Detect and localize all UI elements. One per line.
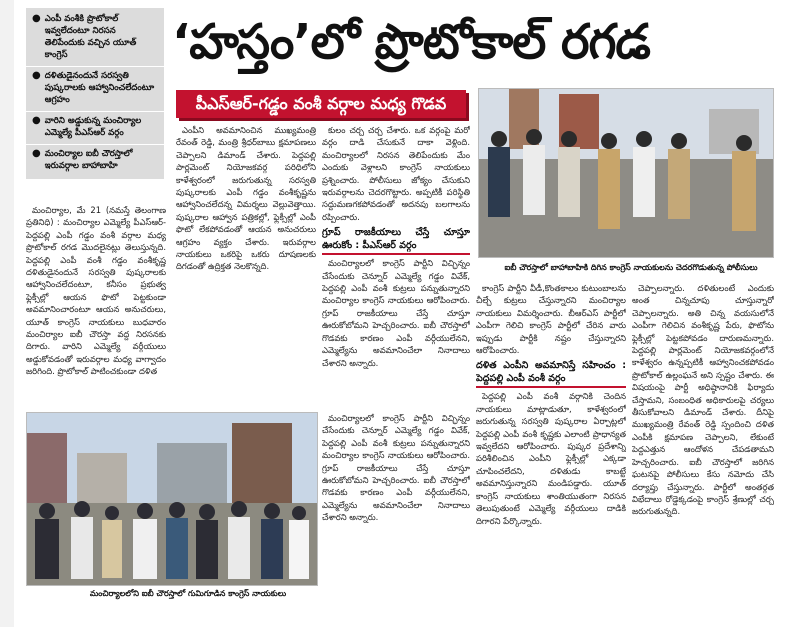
highlight-bullets-box	[26, 8, 164, 179]
section-heading: గ్రూప్ రాజకీయాలు చేస్తే చూస్తూ ఊరుకోం : పీఎస్ఆర్ వర్గం	[322, 226, 470, 255]
bullet-dot-icon: ●	[32, 115, 41, 126]
article-column-2	[176, 124, 316, 406]
subheadline-banner: పీఎస్ఆర్-గడ్డం వంశీ వర్గాల మధ్య గొడవ	[176, 90, 466, 118]
bullet-item	[26, 10, 164, 67]
bullet-dot-icon: ●	[32, 13, 41, 24]
paragraph: పెద్దపల్లి ఎంపీ వంశీ వర్గానికి చెందిన నాయకులు మాట్లాడుతూ, కాళేశ్వరంలో జరుగుతున్న సరస్వతి పుష్కరాల ఏర్పాట్లలో పెద్దపల్లి ఎంపీ వంశీ కృష్ణకు ఎలాంటి ప్రాధాన్యత ఇవ్వలేదని ఆరోపించారు. పుష్కర ప్రదేశాన్ని పరిశీలించిన ఎంపీని ఫ్లెక్సీల్లో ఎక్కడా చూపించలేదని, దళితుడు కాబట్టే అవమానిస్తున్నారని మండిపడ్డారు. యూత్ కాంగ్రెస్ నాయకులు శాంతియుతంగా నిరసన తెలుపుతుంటే ఎమ్మెల్యే వర్గీయులు దాడికి దిగారని పేర్కొన్నారు.	[476, 391, 626, 526]
paragraph: మంచిర్యాలలో కాంగ్రెస్ పార్టీని విచ్ఛిన్నం చేసేందుకు చెన్నూర్ ఎమ్మెల్యే గడ్డం వివేక్, పెద్దపల్లి ఎంపీ వంశీ కుట్రలు పన్నుతున్నారని మంచిర్యాల కాంగ్రెస్ నాయకులు ఆరోపించారు. గ్రూప్ రాజకీయాలు చేస్తే చూస్తూ ఊరుకోబోమని హెచ్చరించారు. ఐబీ చౌరస్తాలో గొడవకు కారణం ఎంపీ వర్గీయులేనని, ఎమ్మెల్యేను అవమానించేలా నినాదాలు చేశారని అన్నారు.	[322, 413, 470, 523]
photo-crowd-ib-chowrasta	[26, 412, 318, 586]
photo-caption: ఐబీ చౌరస్తాలో బాహాబాహికి దిగిన కాంగ్రెస్ నాయకులను చెదరగొడుతున్న పోలీసులు	[504, 263, 758, 272]
section-heading: దళిత ఎంపీని అవమానిస్తే సహించం : పెద్దపల్లి ఎంపీ వంశీ వర్గం	[476, 359, 626, 388]
paragraph: మంచిర్యాలలో కాంగ్రెస్ పార్టీని విచ్ఛిన్నం చేసేందుకు చెన్నూర్ ఎమ్మెల్యే గడ్డం వివేక్, పెద్దపల్లి ఎంపీ వంశీ కుట్రలు పన్నుతున్నారని మంచిర్యాల కాంగ్రెస్ నాయకులు ఆరోపించారు. గ్రూప్ రాజకీయాలు చేస్తే చూస్తూ ఊరుకోబోమని హెచ్చరించారు. ఐబీ చౌరస్తాలో గొడవకు కారణం ఎంపీ వర్గీయులేనని, ఎమ్మెల్యేను అవమానించేలా నినాదాలు చేశారని అన్నారు.	[322, 258, 470, 368]
bullet-dot-icon: ●	[32, 148, 41, 159]
police-photo-image	[479, 89, 773, 257]
bullet-item	[26, 112, 164, 145]
bullet-dot-icon: ●	[32, 70, 41, 81]
paragraph: ఎంపీని అవమానించిన ముఖ్యమంత్రి రేవంత్ రెడ్డి, మంత్రి శ్రీధర్‌బాబు క్షమాపణలు చెప్పాలని డిమాండ్ చేశారు. పెద్దపల్లి పార్లమెంట్ నియోజకవర్గ పరిధిలోని కాళేశ్వరంలో జరుగుతున్న సరస్వతి పుష్కరాలకు ఎంపీ గడ్డం వంశీకృష్ణను ఆహ్వానించలేదన్న విమర్శలు వెల్లువెత్తాయి. పుష్కరాల ఆహ్వాన పత్రికల్లో, ఫ్లెక్సీల్లో ఎంపీ ఫొటో లేకపోవడంతో ఆయన అనుచరులు ఆగ్రహం వ్యక్తం చేశారు. ఇరువర్గాల నాయకులు ఒకరిపై ఒకరు దూషణలకు దిగడంతో ఉద్రిక్తత నెలకొన్నది.	[176, 125, 316, 272]
photo-police-dispersing	[478, 88, 774, 258]
adjacent-page-edge	[0, 0, 14, 627]
paragraph: కులం చర్చ చర్చ చేశారు. ఒక వర్గంపై మరో వర్గం దాడి చేసుకునే దాకా వెళ్లింది. మంచిర్యాలలో నిరసన తెలిపేందుకు మేం ఎందుకు వెళ్లాలని కాంగ్రెస్ నాయకులు ప్రశ్నించారు. పోలీసులు జోక్యం చేసుకుని ఇరువర్గాలను చెదరగొట్టారు. అప్పటికీ పరిస్థితి సద్దుమణగకపోవడంతో అదనపు బలగాలను రప్పించారు.	[322, 125, 470, 222]
article-column-3	[322, 124, 470, 406]
article-column-1	[26, 204, 166, 404]
bullet-item	[26, 145, 164, 177]
bullet-text: మంచిర్యాల ఐబీ చౌరస్తాలో ఇరువర్గాల బాహాబాహి	[44, 149, 133, 171]
article-column-4	[476, 282, 626, 620]
bullet-text: ఎంపీ వంశీకి ప్రొటోకాల్ ఇవ్వలేదంటూ నిరసన తెలిపేందుకు వచ్చిన యూత్ కాంగ్రెస్	[44, 14, 137, 60]
bullet-text: వారిని అడ్డుకున్న మంచిర్యాల ఎమ్మెల్యే పీఎస్ఆర్ వర్గం	[44, 116, 142, 138]
bullet-item	[26, 67, 164, 112]
bullet-text: దళితుడైనందునే సరస్వతి పుష్కరాలకు ఆహ్వానించలేదంటూ ఆగ్రహం	[44, 71, 155, 105]
article-column-3b	[322, 412, 470, 620]
photo-caption: మంచిర్యాలలోని ఐబీ చౌరస్తాలో గుమిగూడిన కాంగ్రెస్ నాయకులు	[89, 589, 287, 598]
article-column-5	[632, 282, 774, 620]
paragraph: చెప్పాలన్నారు. దళితులంటే ఎందుకు అంత చిన్నచూపు చూస్తున్నారో చెప్పాలన్నారు. అతి చిన్న వయసులోనే ఎంపీగా గెలిచిన వంశీకృష్ణ పేరు, ఫొటోను ఫ్లెక్సీల్లో పెట్టకపోవడం దారుణమన్నారు. పెద్దపల్లి పార్లమెంట్ నియోజకవర్గంలోనే కాళేశ్వరం ఉన్నప్పటికీ ఆహ్వానించకపోవడం ప్రొటోకాల్ ఉల్లంఘనే అని స్పష్టం చేశారు. ఈ విషయంపై పార్టీ అధిష్ఠానానికి ఫిర్యాదు చేస్తామని, సంబంధిత అధికారులపై చర్యలు తీసుకోవాలని డిమాండ్ చేశారు. దీనిపై ముఖ్యమంత్రి రేవంత్ రెడ్డి స్పందించి దళిత ఎంపీకి క్షమాపణ చెప్పాలని, లేకుంటే పెద్దఎత్తున ఆందోళన చేపడతామని హెచ్చరించారు. ఐబీ చౌరస్తాలో జరిగిన ఘటనపై పోలీసులు కేసు నమోదు చేసి దర్యాప్తు చేస్తున్నారు. పార్టీలో అంతర్గత విభేదాలు రోడ్డెక్కడంపై కాంగ్రెస్ శ్రేణుల్లో చర్చ జరుగుతున్నది.	[632, 283, 774, 517]
crowd-photo-image	[27, 413, 317, 585]
paragraph: కాంగ్రెస్ పార్టీని వీడీ,కొంతకాలం కుటుంబాలను చీల్చే కుట్రలు చేస్తున్నారని మంచిర్యాల నాయకులు విమర్శించారు. బీఆర్ఎస్ పార్టీలో ఎంపీగా గెలిచి కాంగ్రెస్ పార్టీలో చేరిన వారు ఇప్పుడు పార్టీకి నష్టం చేస్తున్నారని ఆరోపించారు.	[476, 283, 626, 356]
headline: ‘హస్తం’లో ప్రొటోకాల్ రగడ	[172, 14, 650, 70]
paragraph: మంచిర్యాల, మే 21 (నమస్తే తెలంగాణ ప్రతినిధి) : మంచిర్యాల ఎమ్మెల్యే పీఎస్ఆర్-పెద్దపల్లి ఎంపీ గడ్డం వంశీ వర్గాల మధ్య ప్రొటోకాల్ రగడ మొదలైనట్లు తెలుస్తున్నది. పెద్దపల్లి ఎంపీ వంశీ గడ్డం వంశీకృష్ణ దళితుడైనందునే సరస్వతి పుష్కరాలకు ఆహ్వానించలేదంటూ, కనీసం ప్రభుత్వ ఫ్లెక్సీల్లో ఆయన ఫొటో పెట్టకుండా అవమానించారంటూ ఆయన అనుచరులు, యూత్ కాంగ్రెస్ నాయకులు బుధవారం మంచిర్యాల ఐబీ చౌరస్తా వద్ద నిరసనకు దిగారు. వారిని ఎమ్మెల్యే వర్గీయులు అడ్డుకోవడంతో ఇరువర్గాల మధ్య వాగ్వాదం జరిగింది. ప్రొటోకాల్ పాటించకుండా దళిత	[26, 205, 166, 377]
